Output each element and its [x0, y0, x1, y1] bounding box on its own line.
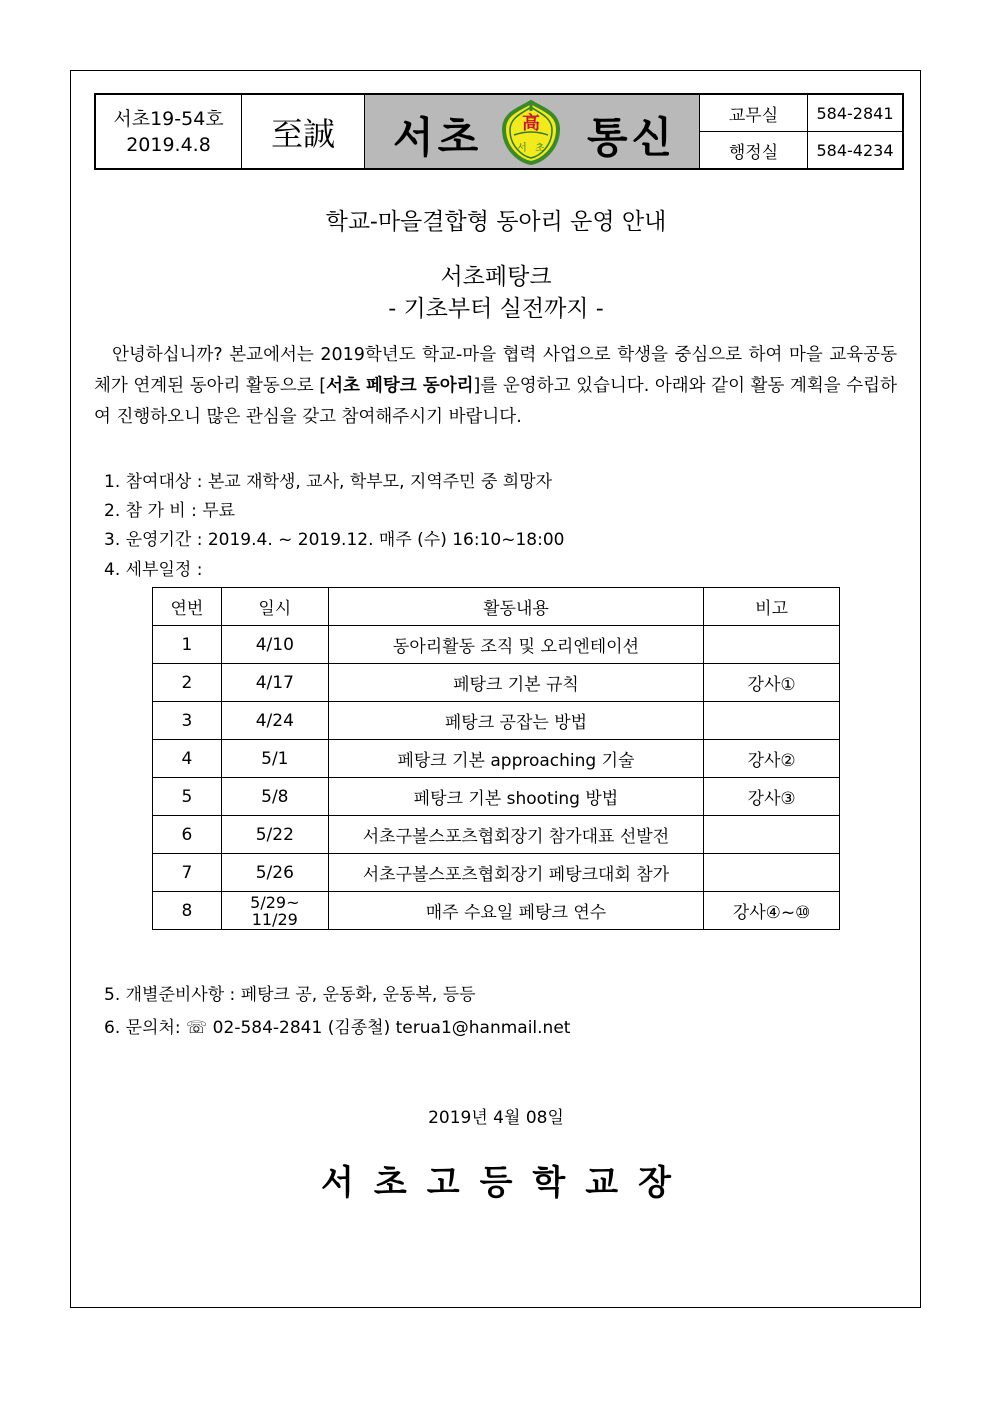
intro-text-1: 안녕하십니까? 본교에서는 2019학년도 학교-마을 협력 사업으로 학생을 중심으로 하여 마을 교육공동체가 연계된 동아리 활동으로 [: [94, 345, 897, 396]
cell-note: 강사④~⑩: [704, 892, 840, 930]
cell-note: 강사①: [704, 664, 840, 702]
list-item: 5. 개별준비사항 : 페탕크 공, 운동화, 운동복, 등등: [104, 985, 476, 1005]
cell-number: 5: [153, 778, 222, 816]
cell-note: 강사③: [704, 778, 840, 816]
issue-number: 서초19-54호: [113, 107, 224, 130]
intro-paragraph: [94, 340, 897, 433]
cell-number: 4: [153, 740, 222, 778]
cell-number: 1: [153, 626, 222, 664]
document-title: 학교-마을결합형 동아리 운영 안내: [325, 209, 667, 235]
school-motto: 至誠: [242, 95, 365, 168]
cell-note: [704, 854, 840, 892]
list-item: 2. 참 가 비 : 무료: [104, 501, 236, 521]
contact-phone: 584-2841: [816, 103, 894, 123]
table-row: [153, 816, 840, 854]
cell-note: [704, 702, 840, 740]
cell-activity: 페탕크 공잡는 방법: [328, 702, 703, 740]
newsletter-title-right: 통신: [587, 113, 677, 162]
contact-row: [700, 131, 902, 168]
list-item: 6. 문의처: ☏ 02-584-2841 (김종철) terua1@hanmail.net: [104, 1018, 571, 1038]
contact-row: [700, 95, 902, 131]
table-header-row: [153, 588, 840, 626]
cell-activity: 페탕크 기본 approaching 기술: [328, 740, 703, 778]
logo-right-text: 초: [535, 143, 545, 154]
cell-date: 4/24: [221, 702, 328, 740]
table-row: [153, 626, 840, 664]
cell-date: 5/8: [221, 778, 328, 816]
cell-note: 강사②: [704, 740, 840, 778]
cell-date: 5/26: [221, 854, 328, 892]
school-logo-icon: [498, 99, 564, 165]
table-row: [153, 892, 840, 930]
contact-table: [700, 95, 902, 168]
document-subtitle: 서초페탕크: [440, 264, 552, 290]
cell-number: 2: [153, 664, 222, 702]
column-header: 활동내용: [328, 588, 703, 626]
contact-label: 행정실: [700, 132, 808, 168]
newsletter-title-left: 서초: [393, 113, 483, 162]
table-row: [153, 702, 840, 740]
column-header: 일시: [221, 588, 328, 626]
contact-phone: 584-4234: [816, 140, 894, 160]
table-row: [153, 740, 840, 778]
cell-note: [704, 816, 840, 854]
logo-top-text: 高: [522, 113, 540, 134]
cell-date: 4/17: [221, 664, 328, 702]
column-header: 비고: [704, 588, 840, 626]
table-row: [153, 664, 840, 702]
schedule-table: [152, 587, 840, 930]
cell-date: 5/1: [221, 740, 328, 778]
document-date: 2019년 4월 08일: [428, 1108, 564, 1128]
newsletter-title: [365, 95, 700, 168]
cell-note: [704, 626, 840, 664]
issue-info: [96, 95, 242, 168]
table-row: [153, 854, 840, 892]
cell-number: 3: [153, 702, 222, 740]
document-subtitle-tagline: - 기초부터 실전까지 -: [388, 296, 604, 322]
table-row: [153, 778, 840, 816]
issue-date: 2019.4.8: [126, 133, 211, 156]
cell-date: 4/10: [221, 626, 328, 664]
club-name: 서초 페탕크 동아리: [326, 376, 474, 396]
intro-text-2: ]를 운영하고 있습니다. 아래와 같이 활동 계획을 수립하여 진행하오니 많은 관심을 갖고 참여해주시기 바랍니다.: [94, 376, 897, 427]
cell-number: 6: [153, 816, 222, 854]
cell-date: 5/22: [221, 816, 328, 854]
cell-activity: 페탕크 기본 규칙: [328, 664, 703, 702]
logo-left-text: 서: [517, 143, 527, 154]
cell-activity: 매주 수요일 페탕크 연수: [328, 892, 703, 930]
cell-date: 5/29~ 11/29: [221, 892, 328, 930]
principal-signature: 서초고등학교장: [321, 1163, 691, 1203]
cell-activity: 서초구볼스포츠협회장기 페탕크대회 참가: [328, 854, 703, 892]
list-item: 4. 세부일정 :: [104, 560, 203, 580]
column-header: 연번: [153, 588, 222, 626]
cell-number: 8: [153, 892, 222, 930]
list-item: 3. 운영기간 : 2019.4. ~ 2019.12. 매주 (수) 16:10~18:00: [104, 530, 565, 550]
newsletter-header: [94, 93, 904, 170]
cell-activity: 서초구볼스포츠협회장기 참가대표 선발전: [328, 816, 703, 854]
cell-activity: 동아리활동 조직 및 오리엔테이션: [328, 626, 703, 664]
list-item: 1. 참여대상 : 본교 재학생, 교사, 학부모, 지역주민 중 희망자: [104, 472, 553, 492]
cell-number: 7: [153, 854, 222, 892]
cell-activity: 페탕크 기본 shooting 방법: [328, 778, 703, 816]
contact-label: 교무실: [700, 95, 808, 131]
